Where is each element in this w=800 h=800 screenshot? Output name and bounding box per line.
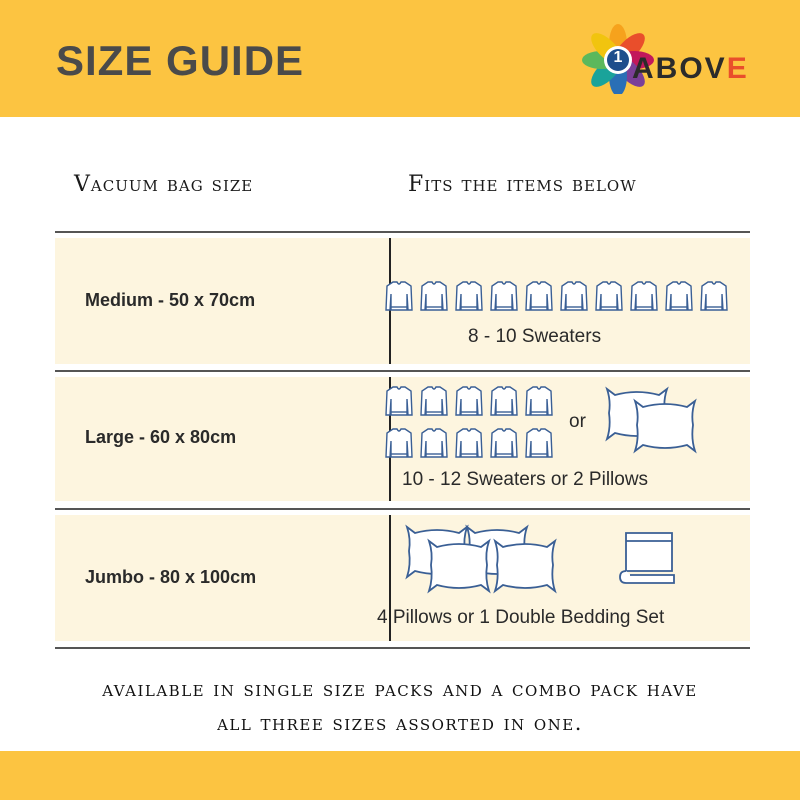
bedding-icon xyxy=(620,529,680,585)
pillow-icons-group xyxy=(407,523,567,603)
sweater-icon xyxy=(526,387,552,415)
size-label-large: Large - 60 x 80cm xyxy=(85,427,237,447)
logo-text-main: ABOV xyxy=(632,52,727,85)
sweater-icon xyxy=(666,282,692,310)
sweater-icon xyxy=(701,282,727,310)
sweater-icon xyxy=(491,429,517,457)
sweater-icon xyxy=(526,282,552,310)
sweater-icon xyxy=(491,282,517,310)
table-top-rule xyxy=(55,231,750,233)
table-row-jumbo xyxy=(55,515,750,641)
sweater-icons-grid xyxy=(379,383,559,465)
logo-number: 1 xyxy=(613,49,623,66)
caption-medium: 8 - 10 Sweaters xyxy=(468,326,602,347)
table-bottom-rule xyxy=(55,647,750,649)
sweater-icon xyxy=(456,429,482,457)
sweater-icon xyxy=(491,387,517,415)
page-title: SIZE GUIDE xyxy=(56,37,305,84)
caption-jumbo: 4 Pillows or 1 Double Bedding Set xyxy=(377,607,665,628)
sweater-icon xyxy=(456,282,482,310)
sweater-icon xyxy=(526,429,552,457)
table-row-large xyxy=(55,377,750,501)
sweater-icon xyxy=(421,387,447,415)
sweater-icon xyxy=(456,387,482,415)
caption-large: 10 - 12 Sweaters or 2 Pillows xyxy=(402,469,649,490)
pillow-icon xyxy=(605,385,705,465)
sweater-icon xyxy=(631,282,657,310)
logo-wordmark xyxy=(632,52,749,86)
availability-note-line1: available in single size packs and a combo pack have xyxy=(102,677,698,701)
sweater-icon xyxy=(386,282,412,310)
availability-note-line2: all three sizes assorted in one. xyxy=(217,711,583,735)
logo-text-last: E xyxy=(726,52,749,85)
footer-band xyxy=(0,751,800,800)
size-label-medium: Medium - 50 x 70cm xyxy=(85,290,256,310)
availability-note xyxy=(0,672,800,740)
or-label: or xyxy=(569,411,586,432)
sweater-icon xyxy=(596,282,622,310)
sweater-icons-row xyxy=(379,278,729,314)
row-rule xyxy=(55,508,750,510)
column-heading-items: Fits the items below xyxy=(408,172,637,197)
sweater-icon xyxy=(421,429,447,457)
row-rule xyxy=(55,370,750,372)
sweater-icon xyxy=(386,429,412,457)
sweater-icon xyxy=(561,282,587,310)
column-heading-size: Vacuum bag size xyxy=(74,172,254,197)
size-label-jumbo: Jumbo - 80 x 100cm xyxy=(85,567,257,587)
sweater-icon xyxy=(386,387,412,415)
table-row-medium xyxy=(55,238,750,364)
sweater-icon xyxy=(421,282,447,310)
